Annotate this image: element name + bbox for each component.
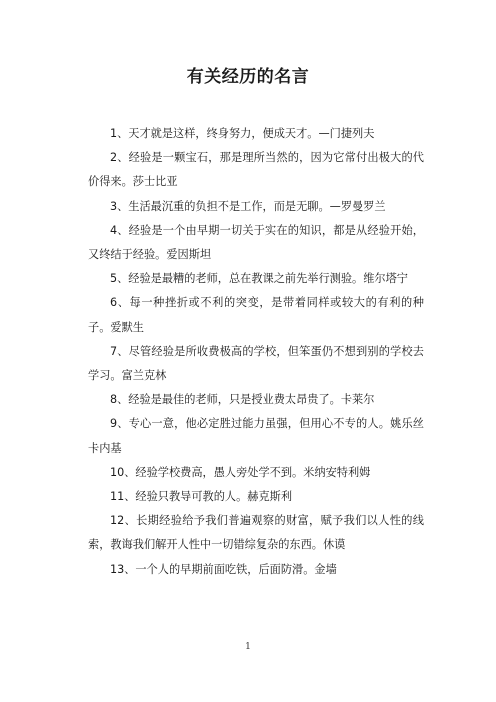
quote-item: 3、生活最沉重的负担不是工作，而是无聊。—罗曼罗兰 xyxy=(110,199,386,213)
quote-item: 10、经验学校费高，愚人旁处学不到。米纳安特利姆 xyxy=(110,465,371,479)
quote-item: 2、经验是一颗宝石，那是理所当然的，因为它常付出极大的代价得来。莎士比亚 xyxy=(88,151,424,189)
quote-list xyxy=(88,122,424,582)
quote-item: 9、专心一意，他必定胜过能力虽强，但用心不专的人。姚乐丝卡内基 xyxy=(88,417,424,455)
quote-item: 6、每一种挫折或不利的突变，是带着同样或较大的有利的种子。爱默生 xyxy=(88,296,424,334)
quote-item: 1、天才就是这样，终身努力，便成天才。—门捷列夫 xyxy=(110,127,375,140)
quote-item: 13、一个人的早期前面吃铁，后面防滑。金墙 xyxy=(110,562,337,576)
document-title: 有关经历的名言 xyxy=(186,67,310,87)
quote-item: 4、经验是一个由早期一切关于实在的知识，都是从经验开始，又终结于经验。爱因斯坦 xyxy=(88,223,424,262)
quote-item: 8、经验是最佳的老师，只是授业费太昂贵了。卡莱尔 xyxy=(110,393,375,407)
quote-item: 7、尽管经验是所收费极高的学校，但笨蛋仍不想到别的学校去学习。富兰克林 xyxy=(88,344,424,383)
quote-item: 5、经验是最糟的老师，总在教课之前先举行测验。维尔塔宁 xyxy=(110,272,408,286)
quote-item: 11、经验只教导可教的人。赫克斯利 xyxy=(110,490,293,504)
quote-item: 12、长期经验给予我们普遍观察的财富，赋予我们以人性的线索，教诲我们解开人性中一切错综复杂的东西。休谟 xyxy=(88,514,424,552)
page-number: 1 xyxy=(245,642,251,652)
